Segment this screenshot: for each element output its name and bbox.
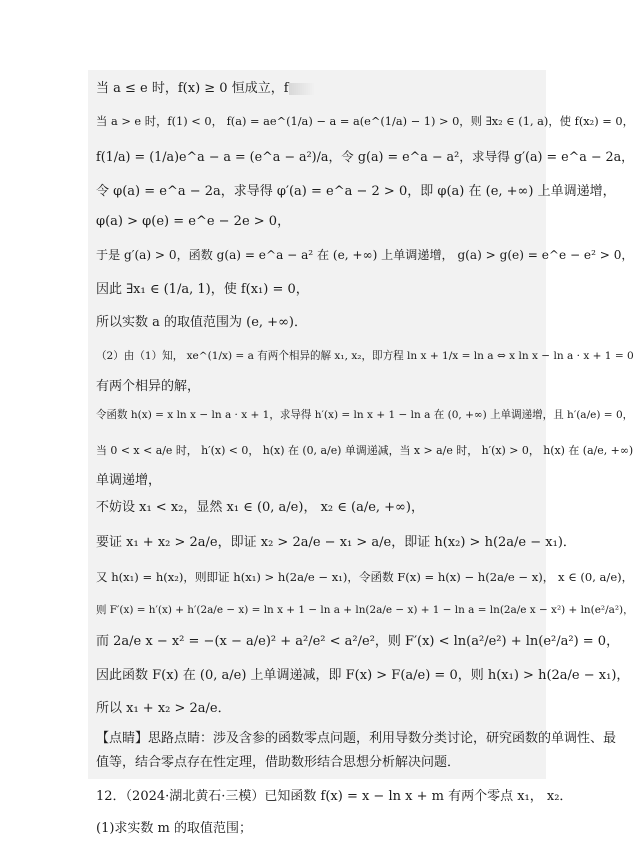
text-line: 有两个相异的解，: [96, 379, 201, 394]
text-line: （2）由（1）知， xe^(1/x) = a 有两个相异的解 x₁, x₂，即方程 ln x + 1/x = ln a ⇔ x ln x − ln a · x + 1 = 0: [96, 350, 634, 362]
text-line: φ(a) > φ(e) = e^e − 2e > 0，: [96, 214, 291, 229]
text-line: 令函数 h(x) = x ln x − ln a · x + 1，求导得 h′(x) = ln x + 1 − ln a 在 (0, +∞) 上单调递增，且 h′(a/e) = 0，: [96, 409, 634, 421]
text-line: 所以实数 a 的取值范围为 (e, +∞)．: [96, 315, 307, 330]
text-line: 当 0 < x < a/e 时， h′(x) < 0， h(x) 在 (0, a/e) 单调递减，当 x > a/e 时， h′(x) > 0， h(x) 在 (a/e, +∞): [96, 444, 634, 457]
text-line: 因此 ∃x₁ ∈ (1/a, 1)，使 f(x₁) = 0，: [96, 282, 309, 297]
text-line: 又 h(x₁) = h(x₂)，则即证 h(x₁) > h(2a/e − x₁)，令函数 F(x) = h(x) − h(2a/e − x)， x ∈ (0, a/e)，: [96, 570, 634, 584]
text-line: 令 φ(a) = e^a − 2a，求导得 φ′(a) = e^a − 2 > 0，即 φ(a) 在 (e, +∞) 上单调递增，: [96, 184, 616, 199]
text-line: 而 2a/e x − x² = −(x − a/e)² + a²/e² < a²/e²，则 F′(x) < ln(a²/e²) + ln(e²/a²) = 0，: [96, 634, 620, 649]
text-line: 值等，结合零点存在性定理，借助数形结合思想分析解决问题．: [96, 755, 461, 770]
text-line: 【点睛】思路点睛：涉及含参的函数零点问题，利用导数分类讨论，研究函数的单调性、最: [96, 731, 617, 746]
text-line: 因此函数 F(x) 在 (0, a/e) 上单调递减，即 F(x) > F(a/e) = 0，则 h(x₁) > h(2a/e − x₁)，: [96, 668, 630, 683]
text-line: 不妨设 x₁ < x₂，显然 x₁ ∈ (0, a/e)， x₂ ∈ (a/e, +∞)，: [96, 500, 424, 515]
question-title: 12．（2024·湖北黄石·三模）已知函数 f(x) = x − ln x + m 有两个零点 x₁， x₂．: [96, 789, 573, 804]
text-line: 则 F′(x) = h′(x) + h′(2a/e − x) = ln x + 1 − ln a + ln(2a/e − x) + 1 − ln a = ln(2a/e x − x²) + ln(e²/a²)，: [96, 604, 634, 616]
text-line: 单调递增，: [96, 473, 162, 488]
text-line: 当 a > e 时，f(1) < 0， f(a) = ae^(1/a) − a = a(e^(1/a) − 1) > 0，则 ∃x₂ ∈ (1, a)，使 f(x₂) = 0，: [96, 114, 634, 128]
text-line: 于是 g′(a) > 0，函数 g(a) = e^a − a² 在 (e, +∞) 上单调递增， g(a) > g(e) = e^e − e² > 0，: [96, 248, 634, 262]
text-line: 当 a ≤ e 时，f(x) ≥ 0 恒成立，f: [96, 80, 315, 98]
text-line: 所以 x₁ + x₂ > 2a/e．: [96, 701, 231, 716]
question-part: (1)求实数 m 的取值范围；: [96, 821, 253, 836]
blurred-text: [289, 83, 315, 95]
text-line: f(1/a) = (1/a)e^a − a = (e^a − a²)/a，令 g(a) = e^a − a²，求导得 g′(a) = e^a − 2a，: [96, 149, 634, 164]
text-line: 要证 x₁ + x₂ > 2a/e，即证 x₂ > 2a/e − x₁ > a/e，即证 h(x₂) > h(2a/e − x₁)．: [96, 535, 576, 550]
